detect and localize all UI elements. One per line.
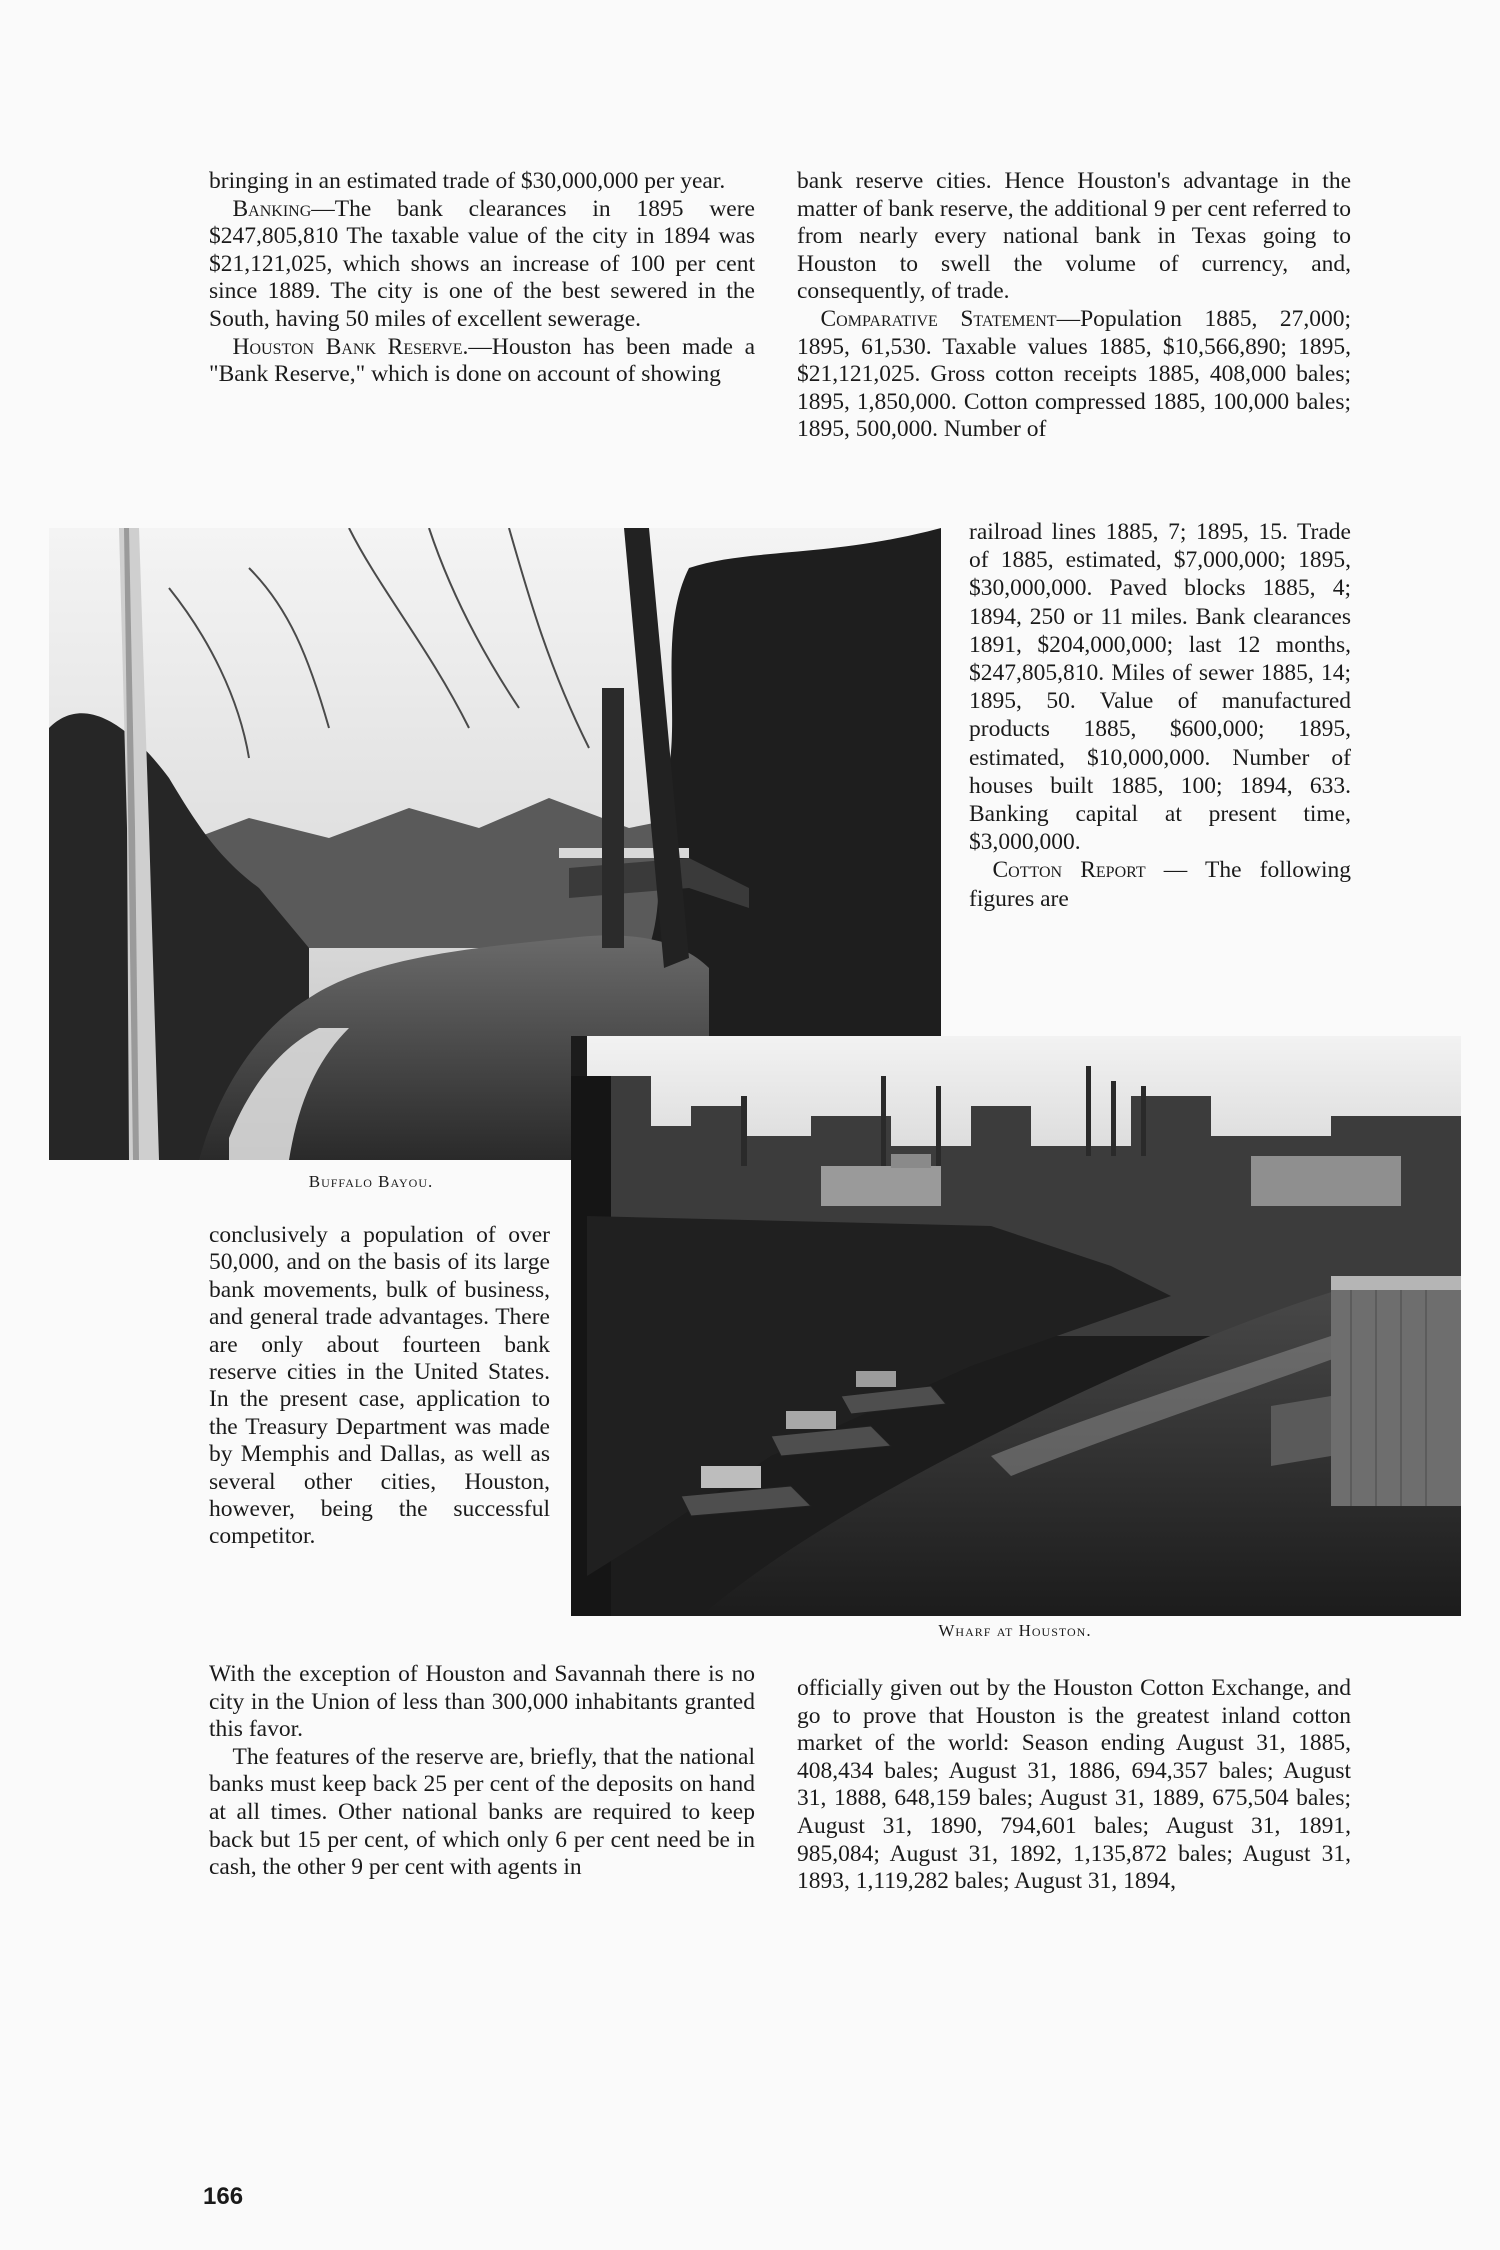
- bayou-caption: Buffalo Bayou.: [308, 1172, 434, 1191]
- wharf-image: [571, 1036, 1461, 1616]
- right-top-text: [797, 168, 1351, 444]
- paragraph: bank reserve cities. Hence Houston's advantage in the matter of bank reserve, the additional 9 per cent referred to from nearly every national bank in Texas going to Houston to swell the volume of currency, and, consequently, of trade.: [797, 168, 1351, 305]
- paragraph-comparative: [797, 306, 1351, 444]
- right-bottom-text: [797, 1675, 1351, 1896]
- paragraph: The features of the reserve are, briefly, that the national banks must keep back 25 per cent of the deposits on hand at all times. Other national banks are required to keep back but 15 per cent, of which only 6 per cent need be in cash, the other 9 per cent with agents in: [209, 1743, 755, 1881]
- banking-heading: Banking: [232, 195, 312, 222]
- comparative-text: —Population 1885, 27,000; 1895, 61,530. Taxable values 1885, $10,566,890; 1895, $21,121,025. Gross cotton receipts 1885, 408,000 bales; 1895, 1,850,000. Cotton compressed 1885, 100,000 bales; 1895, 500,000. Number of: [797, 305, 1351, 443]
- banking-text: —The bank clearances in 1895 were $247,805,810 The taxable value of the city in 1894 was $21,121,025, which shows an increase of 100 per cent since 1889. The city is one of the best sewered in the South, having 50 miles of excellent sewerage.: [209, 195, 755, 332]
- left-wrap-text: [209, 1222, 550, 1551]
- left-top-text: [209, 168, 755, 389]
- wharf-caption: Wharf at Houston.: [938, 1621, 1092, 1640]
- left-bottom-text: [209, 1661, 755, 1882]
- right-wrap-text: [969, 518, 1351, 913]
- paragraph-bank-reserve: [209, 334, 755, 389]
- cotton-heading: Cotton Report: [992, 857, 1146, 884]
- paragraph: conclusively a population of over 50,000, and on the basis of its large bank movements, bulk of business, and general trade advantages. There are only about fourteen bank reserve cities in the United States. In the present case, application to the Treasury Department was made by Memphis and Dallas, as well as several other cities, Houston, however, being the successful competitor.: [209, 1222, 550, 1550]
- reserve-text: .—Houston has been made a "Bank Reserve," which is done on account of showing: [209, 333, 756, 388]
- paragraph-cotton-report: [969, 856, 1351, 912]
- statistics-text: railroad lines 1885, 7; 1895, 15. Trade of 1885, estimated, $7,000,000; 1895, $30,000,000. Paved blocks 1885, 4; 1894, 250 or 11 miles. Bank clearances 1891, $204,000,000; last 12 months, $247,805,810. Miles of sewer 1885, 14; 1895, 50. Value of manufactured products 1885, $600,000; 1895, estimated, $10,000,000. Number of houses built 1885, 100; 1894, 633. Banking capital at present time, $3,000,000.: [969, 519, 1351, 856]
- paragraph: bringing in an estimated trade of $30,000,000 per year.: [209, 168, 726, 194]
- paragraph-banking: [209, 196, 755, 334]
- comparative-heading: Comparative Statement: [820, 305, 1057, 332]
- reserve-heading: Houston Bank Reserve: [232, 333, 463, 360]
- cotton-text: — The following figures are: [969, 857, 1352, 912]
- paragraph: officially given out by the Houston Cotton Exchange, and go to prove that Houston is the greatest inland cotton market of the world: Season ending August 31, 1885, 408,434 bales; August 31, 1886, 694,357 bales; August 31, 1888, 648,159 bales; August 31, 1889, 675,504 bales; August 31, 1890, 794,601 bales; August 31, 1891, 985,084; August 31, 1892, 1,135,872 bales; August 31, 1893, 1,119,282 bales; August 31, 1894,: [797, 1675, 1351, 1895]
- paragraph: [969, 518, 1351, 856]
- wharf-photo: [571, 1036, 1461, 1616]
- page-number: 166: [203, 2183, 244, 2210]
- paragraph: With the exception of Houston and Savannah there is no city in the Union of less than 300,000 inhabitants granted this favor.: [209, 1661, 755, 1743]
